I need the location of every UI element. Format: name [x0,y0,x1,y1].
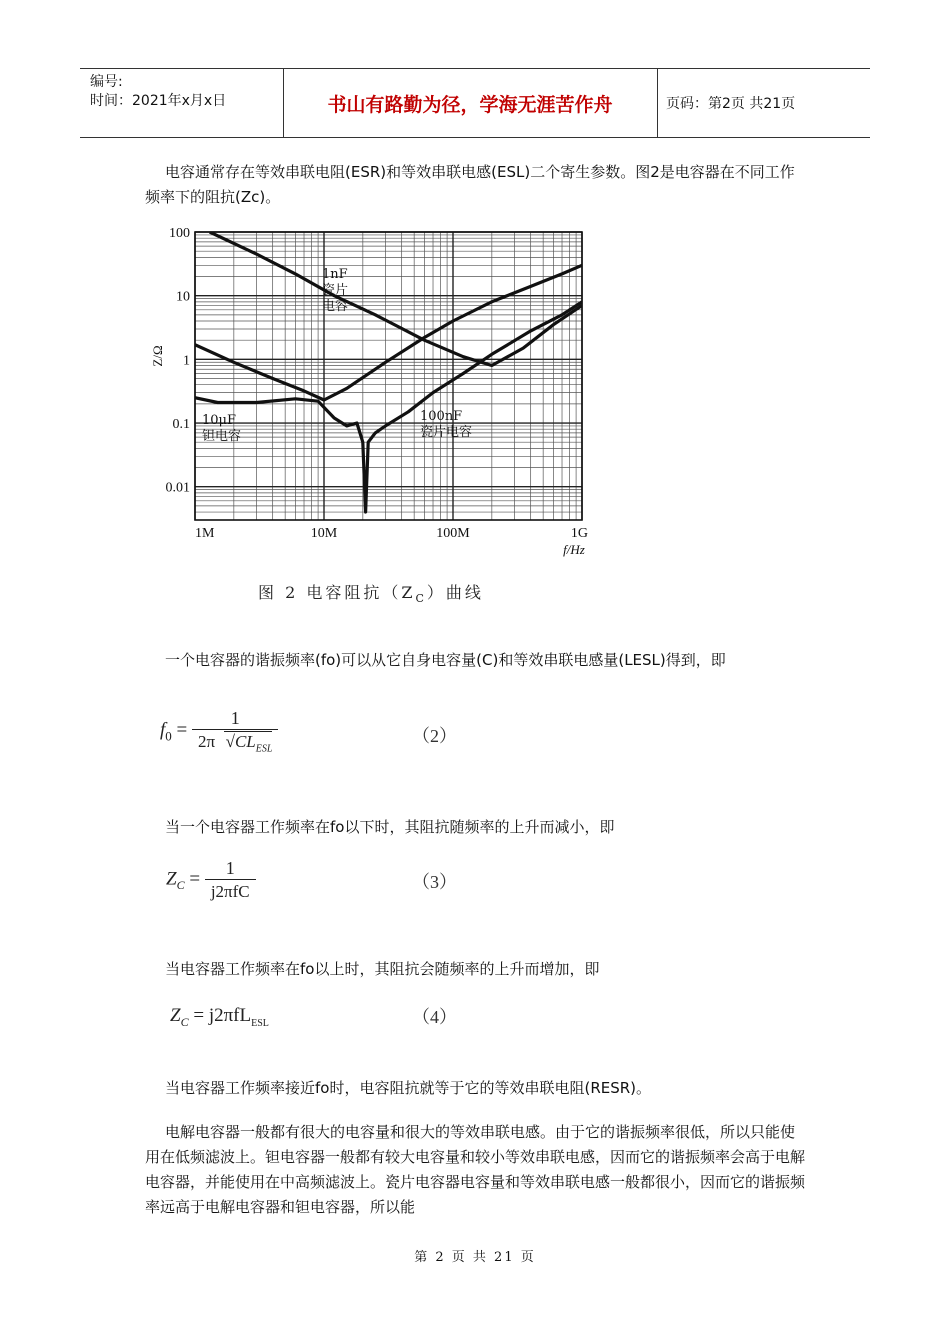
series-line-2 [195,265,582,400]
series-label-2: 100nF [420,409,463,424]
header-meta [90,73,226,111]
below-fo-paragraph: 当一个电容器工作频率在fo以下时，其阻抗随频率的上升而减小，即 [165,818,615,836]
eq2-den-b: CL [234,732,256,751]
eq4-lhs: Z [170,1005,181,1026]
plot-frame [195,232,582,520]
resonance-paragraph: 一个电容器的谐振频率(fo)可以从它自身电容量(C)和等效串联电感量(LESL)得到，即 [165,651,726,669]
eq2-denominator [192,729,278,754]
capacitor-types-paragraph: 电解电容器一般都有很大的电容量和很大的等效串联电感。由于它的谐振频率很低，所以只能使用在低频滤波上。钽电容器一般都有较大电容量和较小等效串联电感，因而它的谐振频率会高于电解电容器，并能使用在中高频滤波上。瓷片电容器电容量和等效串联电感一般都很小，因而它的谐振频率远高于电解电容器和钽电容器，所以能 [145,1123,806,1216]
caption-subscript: C [415,592,427,606]
series-label-3: 钽电容 [202,429,242,444]
y-tick-label: 100 [169,226,190,241]
near-fo-paragraph: 当电容器工作频率接近fo时，电容阻抗就等于它的等效串联电阻(RESR)。 [165,1079,652,1097]
eq2-lhs-sub: 0 [165,728,172,744]
eq3-denominator: j2πfC [205,879,256,902]
x-tick-label: 1G [570,526,588,541]
eq2-sqrt: $√CL_{ESL}$ [225,732,273,755]
eq3-lhs-sub: C [176,878,185,893]
figure-caption [258,580,484,605]
y-tick-label: 1 [183,353,190,369]
time-label: 时间：2021年x月x日 [90,93,227,109]
series-label-2: 瓷片电容 [420,425,473,440]
eq3-numerator: 1 [225,858,235,878]
equation-2 [160,708,278,754]
x-tick-label: 10M [310,526,338,541]
y-tick-label: 0.1 [172,417,190,433]
header-page-info: 页码：第2页 共21页 [666,96,796,112]
above-fo-paragraph: 当电容器工作频率在fo以上时，其阻抗会随频率的上升而增加，即 [165,960,600,978]
document-header [80,68,870,138]
series-label-1: 电容 [322,299,349,314]
series-label-1: 瓷片 [322,283,349,298]
eq2-lhs: f [160,719,166,741]
series-line-3 [195,302,582,512]
y-axis-label: Z/Ω [150,345,165,367]
eq2-den-a: 2π [198,732,216,751]
series-label-1: 1nF [322,267,348,282]
eq2-equals: = [176,719,188,741]
header-motto: 书山有路勤为径，学海无涯苦作舟 [327,93,613,116]
equation-4 [170,1005,269,1030]
x-tick-label: 100M [436,526,470,541]
equation-2-number: （2） [412,726,457,746]
x-tick-label: 1M [195,526,215,541]
eq2-fraction [192,708,278,754]
eq3-fraction [205,858,256,902]
eq2-numerator: 1 [230,708,240,728]
eq4-rhs: j2πfL [208,1005,252,1026]
caption-end: ）曲线 [426,583,484,602]
impedance-chart [150,220,610,610]
eq3-lhs: Z [166,868,177,890]
equation-3 [166,858,256,902]
caption-text: 图 2 电容阻抗（Z [258,583,416,602]
intro-paragraph: 电容通常存在等效串联电阻(ESR)和等效串联电感(ESL)二个寄生参数。图2是电容器在不同工作频率下的阻抗(Zc)。 [145,163,795,206]
header-divider [657,69,658,137]
equation-3-number: （3） [412,872,457,892]
eq4-rhs-sub: ESL [251,1017,269,1029]
series-label-3: 10μF [202,413,237,428]
page-footer: 第 2 页 共 21 页 [414,1250,536,1265]
y-tick-label: 0.01 [165,480,190,496]
x-axis-label: f/Hz [563,542,585,557]
eq3-equals: = [189,868,201,890]
equation-4-number: （4） [412,1007,457,1027]
eq4-lhs-sub: C [180,1014,189,1029]
eq2-den-b-sub: ESL [255,743,273,755]
y-tick-label: 10 [176,289,190,305]
number-label: 编号: [90,74,123,90]
eq4-equals: = [193,1005,205,1026]
